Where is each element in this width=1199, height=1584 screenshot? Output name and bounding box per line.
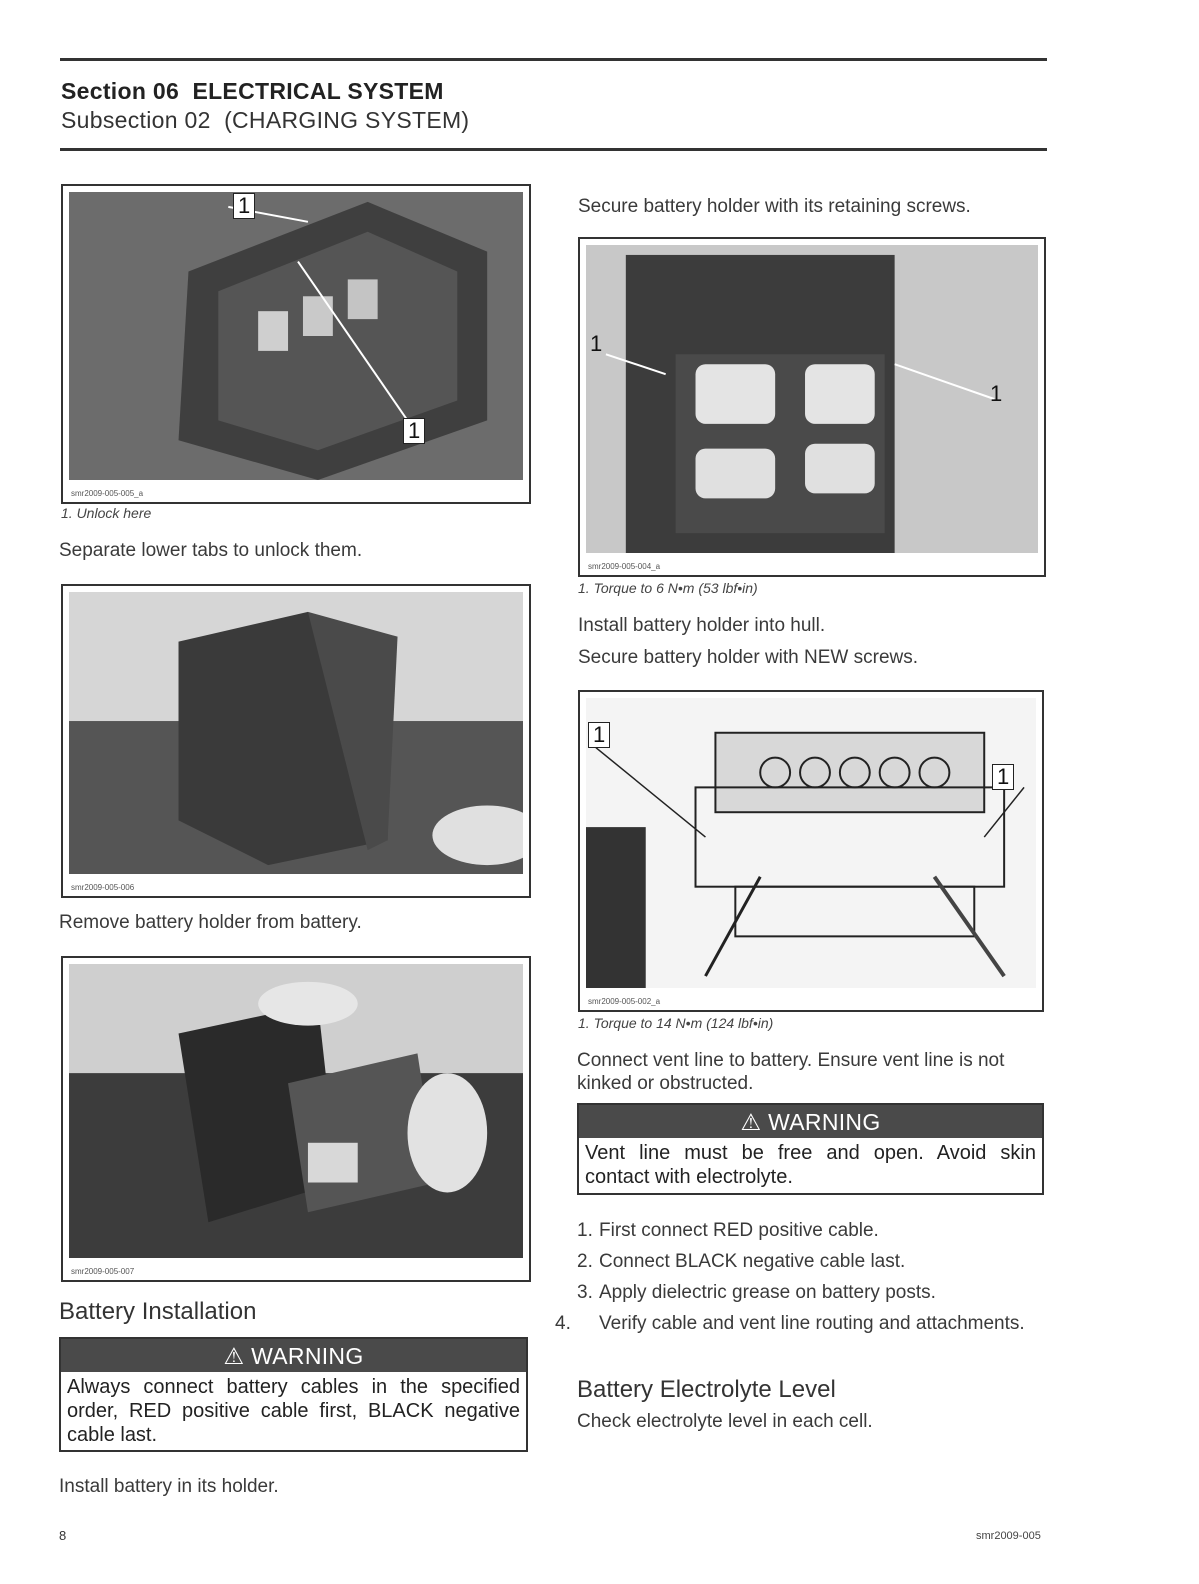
section-heading: Battery Installation <box>59 1298 257 1325</box>
figure-ref: smr2009-005-006 <box>71 883 135 892</box>
instruction-text: Secure battery holder with its retaining screws. <box>578 196 971 217</box>
section-title: Section 06 ELECTRICAL SYSTEM <box>61 78 444 104</box>
instruction-text: Remove battery holder from battery. <box>59 912 362 933</box>
figure-separate-tabs <box>61 584 531 898</box>
figure-ref: smr2009-005-002_a <box>588 997 661 1006</box>
list-item: 1. First connect RED positive cable. <box>577 1220 879 1241</box>
secured-holder-photo <box>586 245 1038 553</box>
callout-1-right: 1 <box>992 764 1014 790</box>
figure-remove-holder <box>61 956 531 1282</box>
figure-caption: 1. Torque to 14 N•m (124 lbf•in) <box>578 1015 774 1031</box>
callout-1-top: 1 <box>233 193 255 219</box>
top-rule <box>60 58 1047 61</box>
callout-1-right: 1 <box>990 381 1003 406</box>
battery-holder-photo <box>69 192 523 480</box>
remove-holder-photo <box>69 964 523 1258</box>
list-item: 4. Verify cable and vent line routing and attachments. <box>555 1313 1025 1334</box>
instruction-text: Check electrolyte level in each cell. <box>577 1411 873 1432</box>
warning-text: Vent line must be free and open. Avoid skin contact with electrolyte. <box>585 1142 1036 1188</box>
document-code: smr2009-005 <box>976 1530 1041 1542</box>
figure-ref: smr2009-005-005_a <box>71 489 144 498</box>
instruction-text: Secure battery holder with NEW screws. <box>578 647 919 668</box>
battery-tabs-photo <box>69 592 523 874</box>
list-item: 2. Connect BLACK negative cable last. <box>577 1251 906 1272</box>
warning-header: ⚠ WARNING <box>579 1105 1042 1138</box>
figure-caption: 1. Unlock here <box>61 505 152 521</box>
installation-steps <box>555 1215 1045 1336</box>
list-item: 3. Apply dielectric grease on battery posts. <box>577 1282 936 1303</box>
callout-1-left: 1 <box>588 722 610 748</box>
figure-ref: smr2009-005-004_a <box>588 562 661 571</box>
figure-unlock-battery-holder <box>61 184 531 504</box>
warning-header: ⚠ WARNING <box>61 1339 526 1372</box>
figure-install-in-hull <box>578 690 1044 1012</box>
warning-box <box>59 1337 528 1452</box>
instruction-text: Install battery holder into hull. <box>578 615 826 636</box>
header-rule <box>60 148 1047 151</box>
section-heading: Battery Electrolyte Level <box>577 1376 836 1403</box>
instruction-text: Separate lower tabs to unlock them. <box>59 540 363 561</box>
warning-box <box>577 1103 1044 1195</box>
callout-1-bottom: 1 <box>403 418 425 444</box>
subsection-title: Subsection 02 (CHARGING SYSTEM) <box>61 107 470 133</box>
warning-triangle-icon: ⚠ <box>223 1343 245 1369</box>
instruction-text: Connect vent line to battery. Ensure vent line is not kinked or obstructed. <box>577 1050 1005 1094</box>
figure-ref: smr2009-005-007 <box>71 1267 135 1276</box>
holder-in-hull-drawing <box>586 698 1036 988</box>
figure-caption: 1. Torque to 6 N•m (53 lbf•in) <box>578 580 758 596</box>
page-number: 8 <box>59 1528 67 1543</box>
figure-secure-holder <box>578 237 1046 577</box>
warning-triangle-icon: ⚠ <box>740 1109 762 1135</box>
instruction-text: Install battery in its holder. <box>59 1476 279 1497</box>
callout-1-left: 1 <box>590 331 603 356</box>
warning-text: Always connect battery cables in the specified order, RED positive cable first, BLACK negative cable last. <box>67 1376 520 1446</box>
